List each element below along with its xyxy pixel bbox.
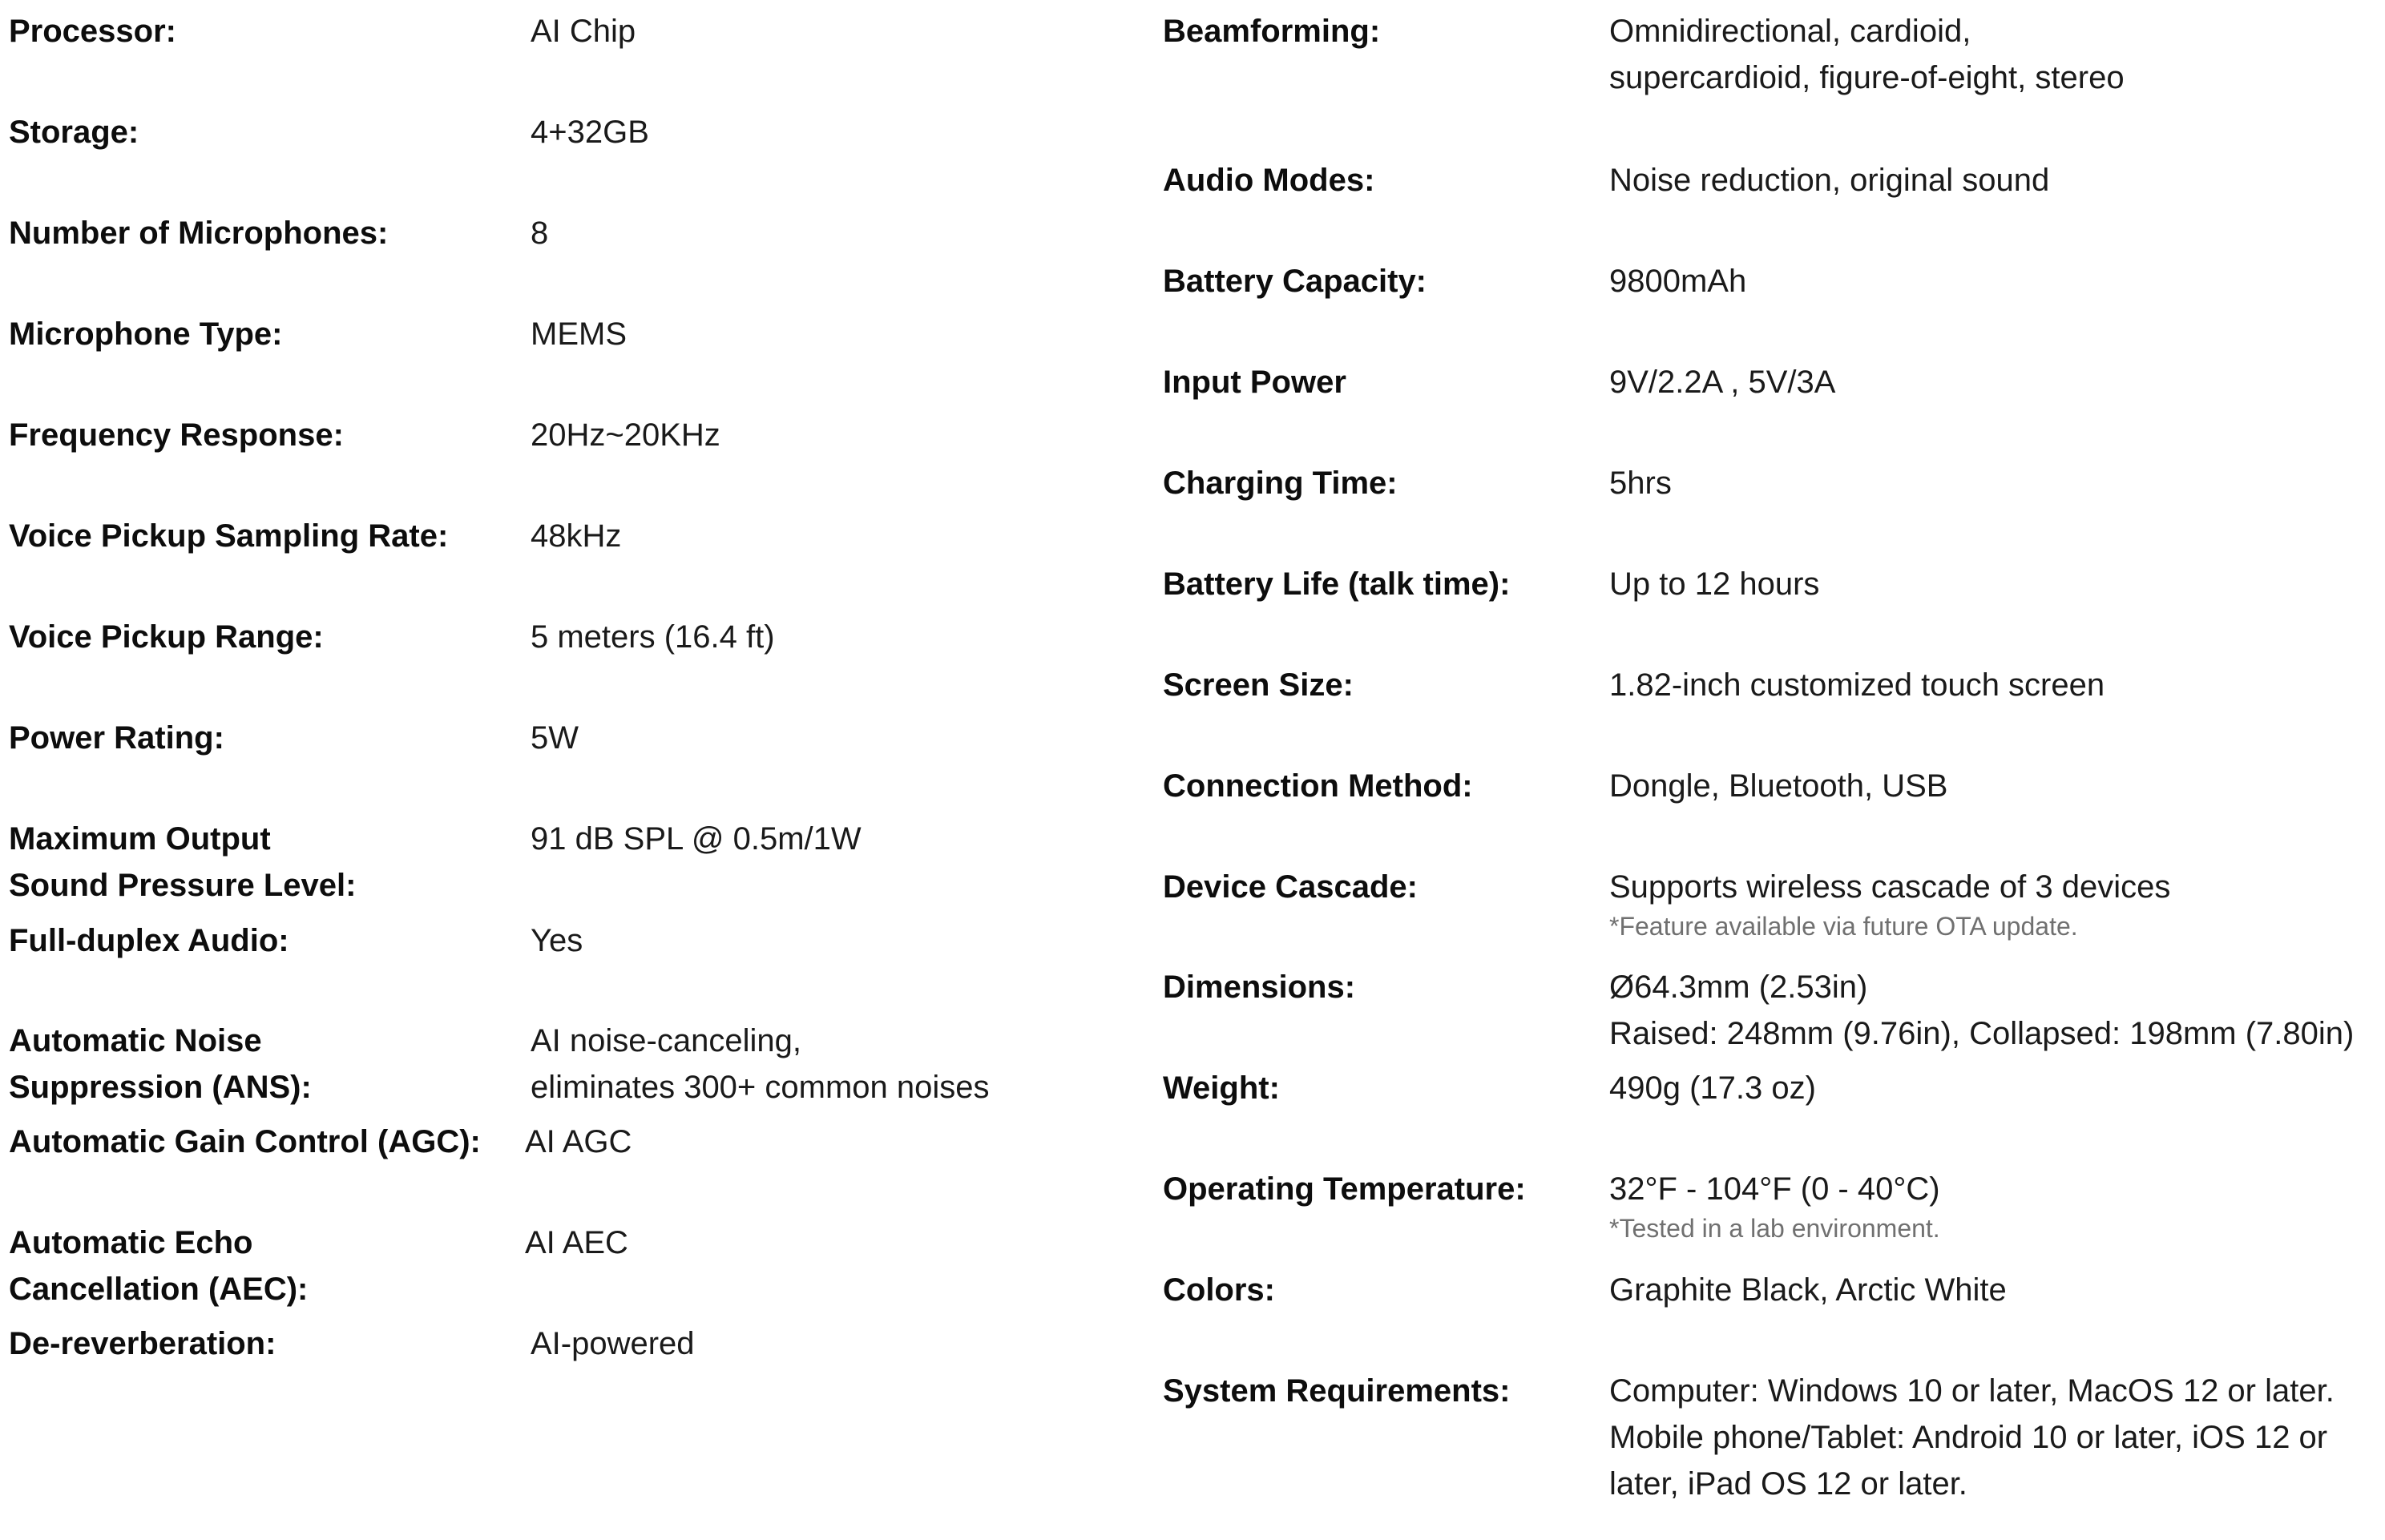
- spec-label-automatic-echo-cancellation-aec: [9, 1220, 308, 1312]
- spec-value-dimensions-line: Ø64.3mm (2.53in): [1609, 970, 1868, 1005]
- spec-label-connection-method: Connection Method:: [1163, 768, 1473, 804]
- spec-value-dimensions: [1609, 964, 2354, 1057]
- spec-value-storage: [531, 109, 649, 155]
- spec-value-weight-line: 490g (17.3 oz): [1609, 1070, 1816, 1106]
- spec-label-device-cascade: Device Cascade:: [1163, 869, 1418, 905]
- spec-label-charging-time: Charging Time:: [1163, 466, 1398, 501]
- spec-label-power-rating: Power Rating:: [9, 720, 224, 756]
- spec-value-colors-line: Graphite Black, Arctic White: [1609, 1272, 2007, 1308]
- spec-value-voice-pickup-range: [531, 614, 775, 660]
- spec-label-automatic-echo-cancellation-aec-line: Automatic Echo: [9, 1225, 253, 1260]
- spec-value-full-duplex-audio-line: Yes: [531, 923, 583, 958]
- spec-value-battery-capacity: [1609, 258, 1746, 304]
- spec-label-microphone-type: Microphone Type:: [9, 316, 283, 352]
- spec-value-number-of-microphones: [531, 210, 548, 256]
- spec-label-beamforming: Beamforming:: [1163, 14, 1381, 49]
- spec-value-battery-capacity-line: 9800mAh: [1609, 264, 1747, 299]
- spec-value-dimensions-line: Raised: 248mm (9.76in), Collapsed: 198mm (7.80in): [1609, 1016, 2355, 1051]
- spec-value-beamforming-line: Omnidirectional, cardioid,: [1609, 14, 1971, 49]
- spec-value-de-reverberation: [531, 1320, 695, 1367]
- spec-label-dimensions: Dimensions:: [1163, 970, 1356, 1005]
- spec-value-screen-size: [1609, 662, 2105, 708]
- spec-value-device-cascade: [1609, 864, 2170, 942]
- spec-value-voice-pickup-sampling-rate-line: 48kHz: [531, 518, 622, 554]
- spec-label-system-requirements: System Requirements:: [1163, 1373, 1511, 1409]
- spec-value-automatic-gain-control-agc: [525, 1119, 632, 1165]
- spec-label-voice-pickup-sampling-rate: Voice Pickup Sampling Rate:: [9, 518, 449, 554]
- spec-value-frequency-response-line: 20Hz~20KHz: [531, 417, 720, 453]
- spec-value-connection-method-line: Dongle, Bluetooth, USB: [1609, 768, 1948, 804]
- spec-value-beamforming: [1609, 8, 2125, 101]
- spec-label-weight: Weight:: [1163, 1070, 1280, 1106]
- spec-note-device-cascade: *Feature available via future OTA update.: [1609, 912, 2078, 941]
- spec-value-operating-temperature: [1609, 1166, 1940, 1244]
- spec-label-audio-modes: Audio Modes:: [1163, 163, 1375, 198]
- spec-label-voice-pickup-range: Voice Pickup Range:: [9, 619, 324, 655]
- spec-label-automatic-noise-suppression-ans-line: Automatic Noise: [9, 1023, 262, 1058]
- spec-label-maximum-output-sound-pressure-level-line: Sound Pressure Level:: [9, 868, 357, 903]
- spec-label-screen-size: Screen Size:: [1163, 667, 1354, 703]
- spec-value-charging-time: [1609, 460, 1672, 506]
- spec-value-system-requirements-line: Mobile phone/Tablet: Android 10 or later, iOS 12 or: [1609, 1420, 2328, 1455]
- spec-value-audio-modes-line: Noise reduction, original sound: [1609, 163, 2050, 198]
- spec-value-automatic-echo-cancellation-aec: [525, 1220, 628, 1266]
- spec-value-automatic-echo-cancellation-aec-line: AI AEC: [525, 1225, 628, 1260]
- spec-value-maximum-output-sound-pressure-level: [531, 816, 862, 862]
- spec-value-processor-line: AI Chip: [531, 14, 636, 49]
- spec-value-power-rating: [531, 715, 579, 761]
- spec-label-frequency-response: Frequency Response:: [9, 417, 344, 453]
- spec-value-beamforming-line: supercardioid, figure-of-eight, stereo: [1609, 60, 2125, 95]
- spec-value-operating-temperature-line: 32°F - 104°F (0 - 40°C): [1609, 1171, 1940, 1207]
- spec-value-storage-line: 4+32GB: [531, 115, 649, 150]
- spec-value-frequency-response: [531, 412, 720, 458]
- spec-value-voice-pickup-range-line: 5 meters (16.4 ft): [531, 619, 775, 655]
- spec-label-battery-capacity: Battery Capacity:: [1163, 264, 1427, 299]
- spec-value-voice-pickup-sampling-rate: [531, 513, 621, 559]
- spec-value-power-rating-line: 5W: [531, 720, 579, 756]
- spec-label-processor: Processor:: [9, 14, 176, 49]
- spec-label-de-reverberation: De-reverberation:: [9, 1326, 276, 1361]
- spec-value-microphone-type: [531, 311, 627, 357]
- spec-value-input-power-line: 9V/2.2A , 5V/3A: [1609, 365, 1836, 400]
- spec-value-number-of-microphones-line: 8: [531, 216, 549, 251]
- spec-label-automatic-gain-control-agc: Automatic Gain Control (AGC):: [9, 1124, 481, 1159]
- spec-value-battery-life-talk-time: [1609, 561, 1819, 607]
- spec-label-operating-temperature: Operating Temperature:: [1163, 1171, 1526, 1207]
- spec-value-battery-life-talk-time-line: Up to 12 hours: [1609, 566, 1820, 602]
- spec-label-automatic-echo-cancellation-aec-line: Cancellation (AEC):: [9, 1272, 309, 1307]
- spec-label-number-of-microphones: Number of Microphones:: [9, 216, 389, 251]
- spec-label-maximum-output-sound-pressure-level-line: Maximum Output: [9, 821, 271, 857]
- spec-label-colors: Colors:: [1163, 1272, 1275, 1308]
- spec-value-audio-modes: [1609, 157, 2049, 204]
- spec-label-automatic-noise-suppression-ans-line: Suppression (ANS):: [9, 1070, 312, 1105]
- spec-value-charging-time-line: 5hrs: [1609, 466, 1672, 501]
- spec-value-automatic-gain-control-agc-line: AI AGC: [525, 1124, 632, 1159]
- spec-label-maximum-output-sound-pressure-level: [9, 816, 356, 909]
- spec-value-input-power: [1609, 359, 1835, 405]
- spec-value-system-requirements: [1609, 1368, 2335, 1507]
- spec-value-connection-method: [1609, 763, 1947, 809]
- spec-value-colors: [1609, 1267, 2007, 1313]
- spec-value-automatic-noise-suppression-ans: [531, 1018, 990, 1111]
- spec-value-full-duplex-audio: [531, 917, 583, 964]
- spec-label-automatic-noise-suppression-ans: [9, 1018, 312, 1111]
- spec-label-full-duplex-audio: Full-duplex Audio:: [9, 923, 289, 958]
- spec-value-system-requirements-line: later, iPad OS 12 or later.: [1609, 1466, 1967, 1502]
- spec-note-operating-temperature: *Tested in a lab environment.: [1609, 1214, 1940, 1243]
- spec-value-automatic-noise-suppression-ans-line: eliminates 300+ common noises: [531, 1070, 990, 1105]
- spec-value-automatic-noise-suppression-ans-line: AI noise-canceling,: [531, 1023, 801, 1058]
- spec-value-de-reverberation-line: AI-powered: [531, 1326, 695, 1361]
- spec-value-processor: [531, 8, 636, 54]
- spec-label-storage: Storage:: [9, 115, 139, 150]
- spec-value-maximum-output-sound-pressure-level-line: 91 dB SPL @ 0.5m/1W: [531, 821, 862, 857]
- spec-value-screen-size-line: 1.82-inch customized touch screen: [1609, 667, 2105, 703]
- spec-value-device-cascade-line: Supports wireless cascade of 3 devices: [1609, 869, 2171, 905]
- spec-value-weight: [1609, 1065, 1816, 1111]
- spec-label-battery-life-talk-time: Battery Life (talk time):: [1163, 566, 1511, 602]
- spec-value-microphone-type-line: MEMS: [531, 316, 627, 352]
- spec-label-input-power: Input Power: [1163, 365, 1346, 400]
- spec-value-system-requirements-line: Computer: Windows 10 or later, MacOS 12 or later.: [1609, 1373, 2335, 1409]
